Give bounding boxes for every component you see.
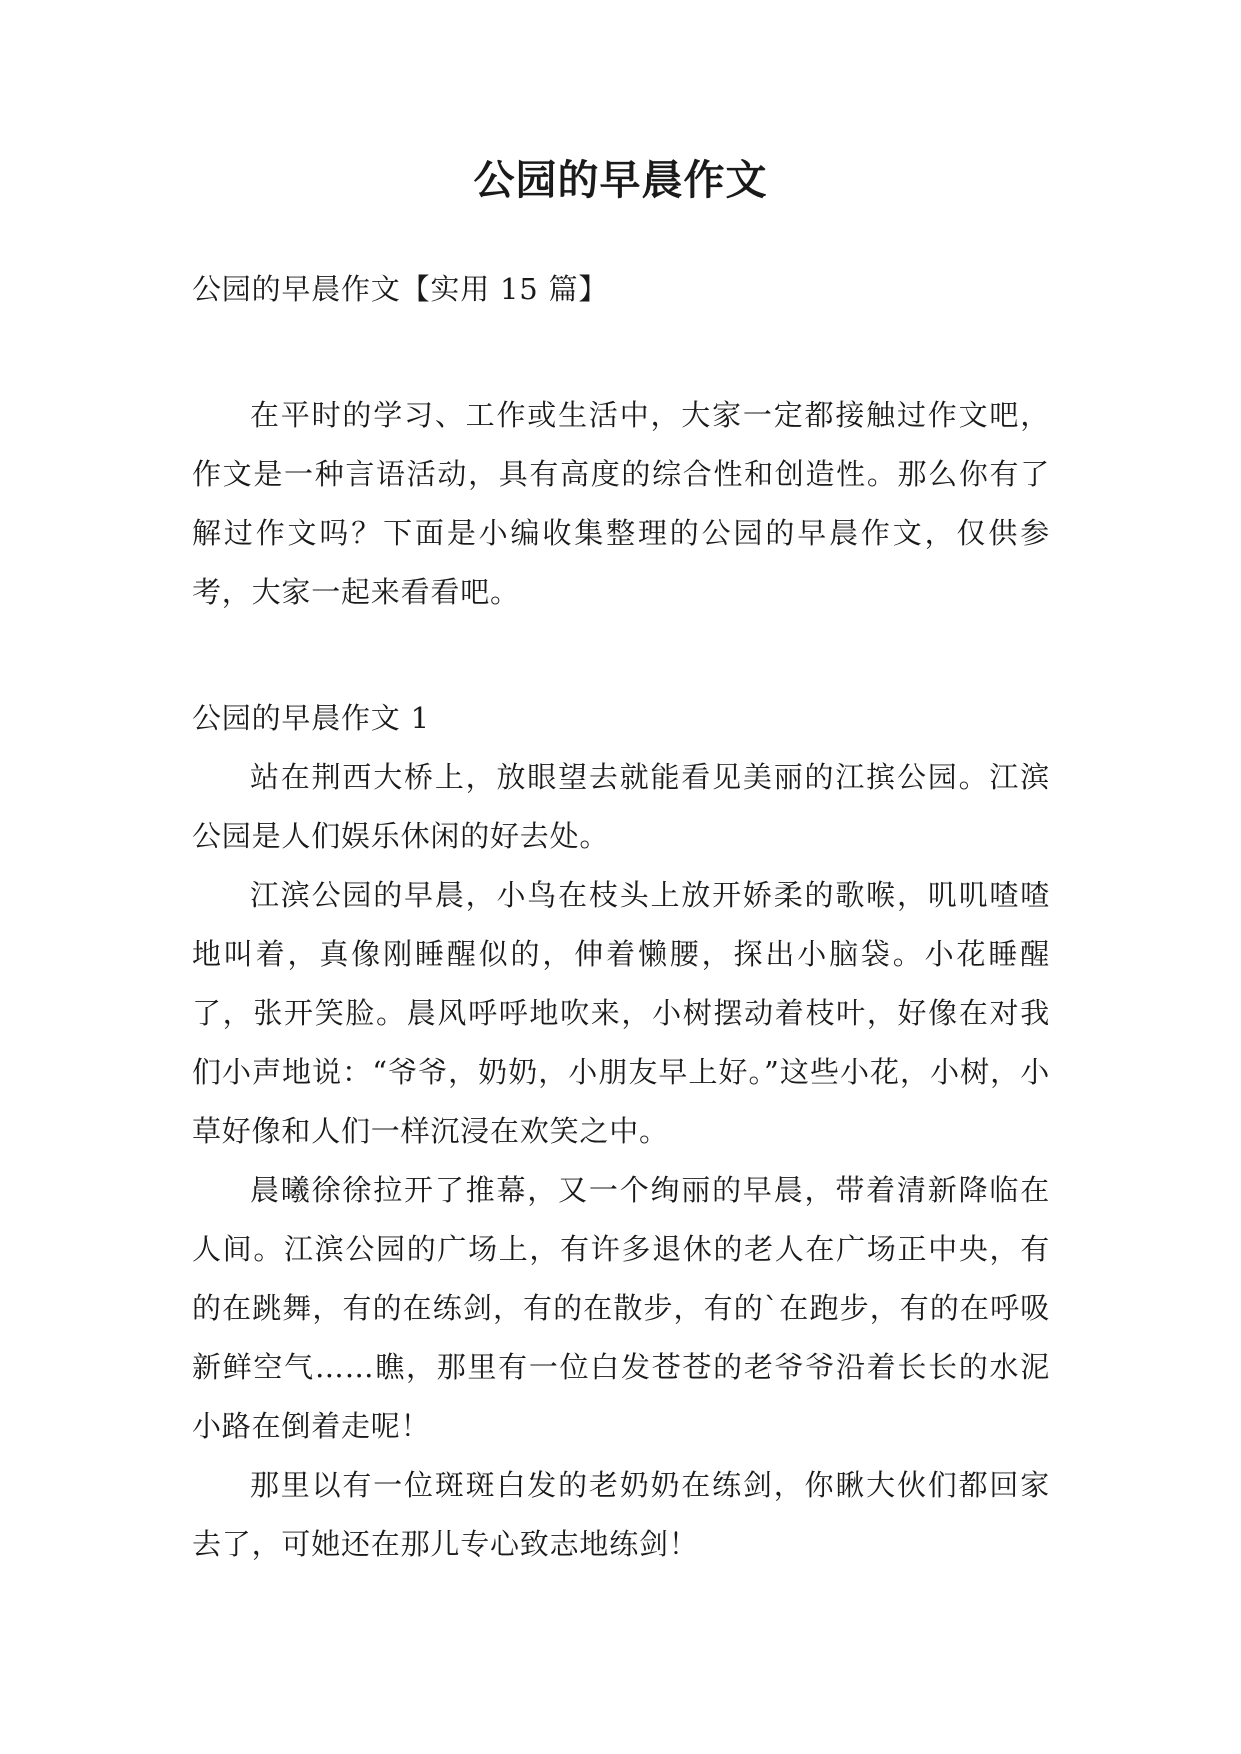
body-paragraph: 那里以有一位斑斑白发的老奶奶在练剑，你瞅大伙们都回家去了，可她还在那儿专心致志地练剑！ (192, 1468, 1050, 1561)
body-paragraph: 江滨公园的早晨，小鸟在枝头上放开娇柔的歌喉，叽叽喳喳地叫着，真像刚睡醒似的，伸着懒腰，探出小脑袋。小花睡醒了，张开笑脸。晨风呼呼地吹来，小树摆动着枝叶，好像在对我们小声地说：“爷爷，奶奶，小朋友早上好。”这些小花，小树，小草好像和人们一样沉浸在欢笑之中。 (192, 878, 1050, 1148)
intro-paragraph: 在平时的学习、工作或生活中，大家一定都接触过作文吧，作文是一种言语活动，具有高度的综合性和创造性。那么你有了解过作文吗？下面是小编收集整理的公园的早晨作文，仅供参考，大家一起来看看吧。 (192, 398, 1050, 609)
body-paragraph: 站在荆西大桥上，放眼望去就能看见美丽的江摈公园。江滨公园是人们娱乐休闲的好去处。 (192, 760, 1050, 853)
spacer (192, 622, 1050, 689)
spacer (192, 319, 1050, 386)
document-title: 公园的早晨作文 (473, 156, 768, 204)
document-subtitle: 公园的早晨作文【实用 15 篇】 (192, 272, 609, 306)
section-title: 公园的早晨作文 1 (192, 701, 430, 735)
document-body (192, 260, 1050, 1574)
body-paragraph: 晨曦徐徐拉开了推幕，又一个绚丽的早晨，带着清新降临在人间。江滨公园的广场上，有许多退休的老人在广场正中央，有的在跳舞，有的在练剑，有的在散步，有的`在跑步，有的在呼吸新鲜空气……瞧，那里有一位白发苍苍的老爷爷沿着长长的水泥小路在倒着走呢！ (192, 1173, 1050, 1443)
